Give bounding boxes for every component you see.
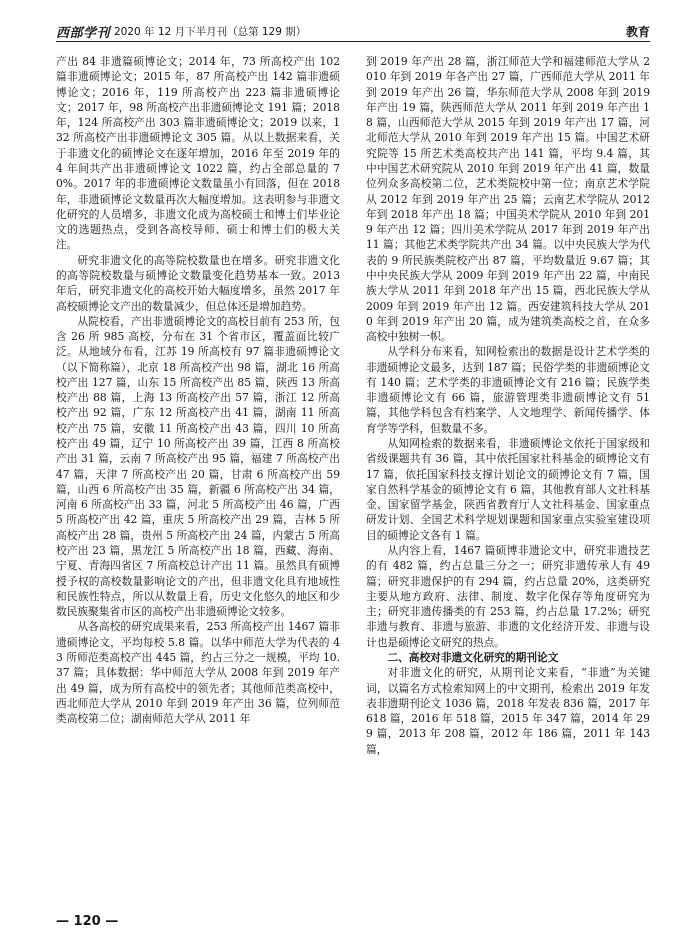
paragraph: 研究非遗文化的高等院校数量也在增多。研究非遗文化的高等院校数量与硕博论文数量变化趋势基本一致。2013 年后，研究非遗文化的高校开始大幅度增多，虽然 2017 年高校硕博论文产出的数量减少，但总体还是增加趋势。 bbox=[56, 253, 340, 313]
issue-info: 2020 年 12 月下半月刊（总第 129 期） bbox=[114, 26, 307, 38]
paragraph: 对非遗文化的研究，从期刊论文来看，“非遗”为关键词，以篇名方式检索知网上的中文期刊，检索出 2019 年发表非遗期刊论文 1036 篇，2018 年发表 836 篇，2017 年 618 篇，2016 年 518 篇，2015 年 347 篇，2014 年 299 篇，2013 年 208 篇，2012 年 186 篇，2011 年 143 篇， bbox=[366, 666, 650, 756]
paragraph: 从各高校的研究成果来看，253 所高校产出 1467 篇非遗硕博论文，平均每校 5.8 篇。以华中师范大学为代表的 43 所师范类高校产出 445 篇，约占三分之一规模，平均 10.37 篇；具体数据：华中师范大学从 2008 年到 2019 年产出 49 篇，成为所有高校中的领先者；其他师范类高校中，西北师范大学从 2010 年到 2019 年产出 36 篇，位列师范类高校第二位；湖南师范大学从 2011 年 bbox=[56, 620, 340, 726]
section-heading: 二、高校对非遗文化研究的期刊论文 bbox=[387, 650, 559, 664]
paragraph: 从学科分布来看，知网检索出的数据是设计艺术学类的非遗硕博论文最多，达到 187 篇；民俗学类的非遗硕博论文有 140 篇；艺术学类的非遗硕博论文有 216 篇；民族学类非遗硕博论文有 66 篇，旅游管理类非遗硕博论文有 51 篇，其他学科包含有档案学、人文地理学、新闻传播学、体育学等学科，但数量不多。 bbox=[366, 345, 650, 435]
paragraph: 到 2019 年产出 28 篇，浙江师范大学和福建师范大学从 2010 年到 2019 年各产出 27 篇，广西师范大学从 2011 年到 2019 年产出 26 篇，华东师范大学从 2008 年到 2019 年产出 19 篇，陕西师范大学从 2011 年到 2019 年产出 18 篇，山西师范大学从 2015 年到 2019 年产出 17 篇，河北师范大学从 2010 年到 2019 年产出 15 篇。中国艺术研究院等 15 所艺术类高校共产出 141 篇，平均 9.4 篇，其中中国艺术研究院从 2010 年到 2019 年产出 41 篇，数量位列众多高校第二位，艺术类院校中第一位；南京艺术学院从 2012 年到 2019 年产出 25 篇；云南艺术学院从 2012 年到 2018 年产出 18 篇；中国美术学院从 2010 年到 2019 年产出 12 篇；四川美术学院从 2017 年到 2019 年产出 11 篇；其他艺术类学院共产出 34 篇。以中央民族大学为代表的 9 所民族类院校产出 87 篇，平均数量近 9.67 篇；其中中央民族大学从 2009 年到 2019 年产出 22 篇，中南民族大学从 2011 年到 2018 年产出 15 篇，西北民族大学从 2009 年到 2019 年产出 12 篇。西安建筑科技大学从 2010 年到 2019 年产出 20 篇，成为建筑类高校之首，在众多高校中独树一帜。 bbox=[366, 55, 650, 344]
paragraph: 产出 84 非遗篇硕博论文；2014 年，73 所高校产出 102 篇非遗硕博论文；2015 年，87 所高校产出 142 篇非遗硕博论文；2016 年，119 所高校产出 223 篇非遗硕博论文；2017 年，98 所高校产出非遗硕博论文 191 篇；2018 年，124 所高校产出 303 篇非遗硕博论文；2019 以来，132 所高校产出非遗硕博论文 305 篇。从以上数据来看，关于非遗文化的硕博论文在逐年增加，2016 年至 2019 年的 4 年间共产出非遗硕博论文 1022 篇，约占全部总量的 70%。2017 年的非遗硕博论文数量虽小有回落，但在 2018 年，非遗硕博论文数量再次大幅度增加。这表明参与非遗文化研究的人员增多，非遗文化成为高校硕士和博士们毕业论文的选题热点，受到各高校导师、硕士和博士们的极大关注。 bbox=[56, 55, 340, 252]
paragraph: 从内容上看，1467 篇硕博非遗论文中，研究非遗技艺的有 482 篇，约占总量三分之一；研究非遗传承人有 49 篇；研究非遗保护的有 294 篇，约占总量 20%，这类研究主要从地方政府、法律、制度、数字化保存等角度研究为主；研究非遗传播类的有 253 篇，约占总量 17.2%；研究非遗与教育、非遗与旅游、非遗的文化经济开发、非遗与设计也是硕博论文研究的热点。 bbox=[366, 544, 650, 649]
page-header bbox=[56, 21, 650, 42]
page-number: — 120 — bbox=[56, 914, 119, 929]
right-column bbox=[366, 54, 650, 757]
paragraph: 从院校看，产出非遗硕博论文的高校目前有 253 所，包含 26 所 985 高校，分布在 31 个省市区，覆盖面比较广泛。从地域分布看，江苏 19 所高校有 97 篇非遗硕博论文（以下简称篇），北京 18 所高校产出 98 篇，湖北 16 所高校产出 127 篇，山东 15 所高校产出 85 篇，陕西 13 所高校产出 88 篇，上海 13 所高校产出 57 篇，浙江 12 所高校产出 92 篇，广东 12 所高校产出 41 篇，湖南 11 所高校产出 75 篇，安徽 11 所高校产出 43 篇，四川 10 所高校产出 49 篇，辽宁 10 所高校产出 39 篇，江西 8 所高校产出 31 篇，云南 7 所高校产出 95 篇，福建 7 所高校产出 47 篇，天津 7 所高校产出 20 篇，甘肃 6 所高校产出 59 篇，山西 6 所高校产出 35 篇，新疆 6 所高校产出 34 篇，河南 6 所高校产出 33 篇，河北 5 所高校产出 46 篇，广西 5 所高校产出 42 篇，重庆 5 所高校产出 29 篇，吉林 5 所高校产出 28 篇，贵州 5 所高校产出 24 篇，内蒙古 5 所高校产出 23 篇，黑龙江 5 所高校产出 18 篇，西藏、海南、宁夏、青海四省区 7 所高校总计产出 11 篇。虽然具有硕博授予权的高校数量影响论文的产出，但非遗文化具有地域性和民族性特点，所以从数量上看，历史文化悠久的地区和少数民族聚集省市区的高校产出非遗硕博论文较多。 bbox=[56, 314, 340, 619]
paragraph: 从知网检索的数据来看，非遗硕博论文依托于国家级和省级课题共有 36 篇，其中依托国家社科基金的硕博论文有 17 篇，依托国家科技支撑计划论文的硕博论文有 7 篇，国家自然科学基金的硕博论文有 6 篇，其他教育部人文社科基金、国家留学基金，陕西省教育厅人文社科基金、国家重点研发计划、全国艺术科学规划课题和国家重点实验室建设项目的硕博论文各有 1 篇。 bbox=[366, 437, 650, 542]
journal-logo: 西部学刊 bbox=[56, 26, 111, 41]
section-label: 教育 bbox=[625, 25, 650, 39]
page-footer bbox=[56, 914, 650, 932]
left-column bbox=[56, 54, 340, 726]
